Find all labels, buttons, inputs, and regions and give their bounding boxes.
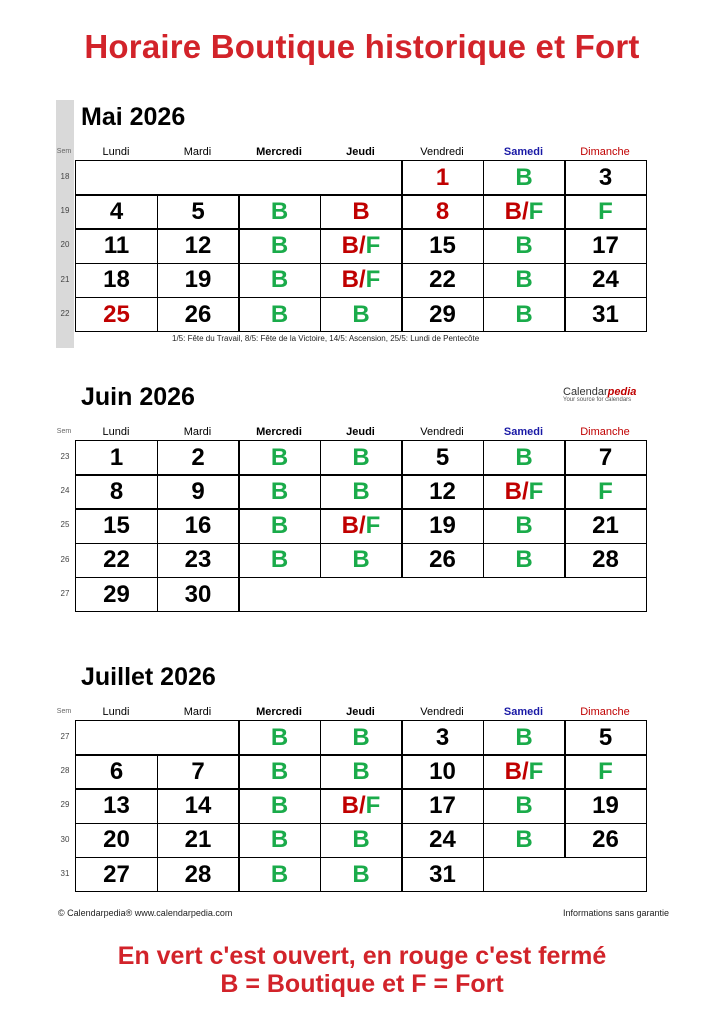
day-cell: 29	[75, 577, 158, 613]
weekday-mercredi: Mercredi	[256, 706, 302, 718]
day-cell: B	[483, 543, 566, 579]
weekday-dimanche: Dimanche	[580, 426, 630, 438]
day-cell: 3	[401, 720, 484, 756]
weekday-lundi: Lundi	[102, 146, 130, 158]
weekday-vendredi: Vendredi	[420, 426, 464, 438]
weekday-dimanche: Dimanche	[580, 706, 630, 718]
week-number: 19	[60, 206, 70, 216]
open-fort: F	[528, 758, 544, 786]
day-cell: 5	[401, 440, 484, 476]
day-cell: 2	[157, 440, 240, 476]
week-number: 23	[60, 452, 70, 461]
day-cell: F	[564, 754, 647, 790]
day-cell: 19	[401, 508, 484, 544]
footer-copyright: © Calendarpedia® www.calendarpedia.com	[58, 908, 233, 918]
calendarpedia-logo	[563, 386, 636, 403]
legend-line-1: En vert c'est ouvert, en rouge c'est fermé	[117, 942, 607, 970]
day-cell: 26	[564, 823, 647, 859]
day-cell: 7	[564, 440, 647, 476]
day-cell: B	[483, 297, 566, 333]
day-cell: 5	[564, 720, 647, 756]
weekday-vendredi: Vendredi	[420, 706, 464, 718]
weekday-samedi: Samedi	[503, 706, 544, 718]
empty-cell	[75, 720, 240, 756]
day-cell: B	[320, 823, 403, 859]
day-cell: 27	[75, 857, 158, 893]
week-number: 20	[60, 240, 70, 250]
week-number: 21	[60, 274, 70, 284]
day-cell: 17	[401, 788, 484, 824]
day-cell: 29	[401, 297, 484, 333]
weekday-samedi: Samedi	[503, 426, 544, 438]
holiday-note: 1/5: Fête du Travail, 8/5: Fête de la Victoire, 14/5: Ascension, 25/5: Lundi de Pentecôte	[172, 334, 480, 343]
weekday-mercredi: Mercredi	[256, 146, 302, 158]
closed-boutique: B/	[341, 266, 366, 294]
day-cell: B	[238, 440, 321, 476]
day-cell: 12	[401, 474, 484, 510]
weekday-lundi: Lundi	[102, 706, 130, 718]
day-cell: 14	[157, 788, 240, 824]
week-number: 27	[60, 732, 70, 741]
day-cell: 15	[75, 508, 158, 544]
month-title: Juillet 2026	[81, 663, 216, 691]
day-cell	[320, 788, 403, 824]
week-number: 24	[60, 486, 70, 496]
logo-tagline: Your source for calendars	[563, 397, 632, 403]
week-number: 26	[60, 554, 70, 564]
day-cell: B	[238, 508, 321, 544]
month-title: Juin 2026	[81, 383, 195, 411]
week-number: 27	[60, 588, 70, 598]
month-title: Mai 2026	[81, 103, 186, 131]
day-cell: 5	[157, 194, 240, 230]
day-cell: 26	[401, 543, 484, 579]
week-number: 30	[60, 834, 70, 844]
day-cell: 8	[75, 474, 158, 510]
closed-boutique: B/	[504, 198, 529, 226]
open-fort: F	[365, 232, 381, 260]
day-cell: B	[320, 857, 403, 893]
weekday-samedi: Samedi	[503, 146, 544, 158]
day-cell: 10	[401, 754, 484, 790]
weekday-lundi: Lundi	[102, 426, 130, 438]
day-cell: 31	[564, 297, 647, 333]
day-cell: 4	[75, 194, 158, 230]
weekday-dimanche: Dimanche	[580, 146, 630, 158]
day-cell: B	[483, 440, 566, 476]
empty-cell	[75, 160, 403, 196]
day-cell: 22	[401, 263, 484, 299]
day-cell: 3	[564, 160, 647, 196]
day-cell: B	[483, 508, 566, 544]
day-cell: B	[238, 228, 321, 264]
day-cell: B	[483, 263, 566, 299]
week-number: 18	[60, 172, 70, 181]
day-cell: B	[320, 754, 403, 790]
day-cell: F	[564, 194, 647, 230]
week-number: 29	[60, 800, 70, 810]
day-cell: 17	[564, 228, 647, 264]
day-cell: B	[238, 788, 321, 824]
day-cell: B	[238, 543, 321, 579]
day-cell: 12	[157, 228, 240, 264]
open-fort: F	[365, 792, 381, 820]
day-cell: F	[564, 474, 647, 510]
day-cell: 25	[75, 297, 158, 333]
day-cell: 19	[157, 263, 240, 299]
day-cell: 1	[401, 160, 484, 196]
day-cell: B	[483, 788, 566, 824]
week-number: 25	[60, 520, 70, 530]
day-cell: B	[320, 720, 403, 756]
day-cell	[483, 754, 566, 790]
day-cell: 23	[157, 543, 240, 579]
empty-cell	[483, 857, 648, 893]
day-cell: B	[238, 263, 321, 299]
footer-disclaimer: Informations sans garantie	[563, 908, 670, 918]
open-fort: F	[365, 512, 381, 540]
day-cell: 21	[157, 823, 240, 859]
day-cell: B	[320, 297, 403, 333]
day-cell: B	[320, 474, 403, 510]
week-label: Sem	[56, 708, 72, 715]
day-cell: 21	[564, 508, 647, 544]
day-cell: B	[483, 720, 566, 756]
weekday-header	[56, 424, 656, 440]
day-cell: B	[320, 194, 403, 230]
closed-boutique: B/	[504, 758, 529, 786]
day-cell: 6	[75, 754, 158, 790]
week-label: Sem	[56, 148, 72, 155]
day-cell: 11	[75, 228, 158, 264]
day-cell: 7	[157, 754, 240, 790]
day-cell: B	[320, 543, 403, 579]
day-cell: 19	[564, 788, 647, 824]
weekday-mardi: Mardi	[183, 146, 212, 158]
day-cell	[483, 194, 566, 230]
day-cell: B	[238, 194, 321, 230]
legend-line-2: B = Boutique et F = Fort	[220, 970, 504, 998]
day-cell: B	[483, 160, 566, 196]
day-cell: B	[238, 857, 321, 893]
day-cell: B	[483, 228, 566, 264]
weekday-jeudi: Jeudi	[346, 146, 375, 158]
day-cell: 16	[157, 508, 240, 544]
day-cell: 1	[75, 440, 158, 476]
logo-brand-a: Calendar	[563, 386, 608, 398]
weekday-mardi: Mardi	[183, 706, 212, 718]
week-number: 31	[60, 868, 70, 878]
day-cell: B	[238, 474, 321, 510]
closed-boutique: B/	[341, 512, 366, 540]
day-cell: 18	[75, 263, 158, 299]
day-cell: 15	[401, 228, 484, 264]
empty-cell	[238, 577, 647, 613]
day-cell: 24	[564, 263, 647, 299]
weekday-vendredi: Vendredi	[420, 146, 464, 158]
weekday-jeudi: Jeudi	[346, 706, 375, 718]
day-cell: 20	[75, 823, 158, 859]
day-cell: 24	[401, 823, 484, 859]
day-cell	[483, 474, 566, 510]
day-cell: 8	[401, 194, 484, 230]
week-label: Sem	[56, 428, 72, 435]
day-cell: 13	[75, 788, 158, 824]
day-cell: 30	[157, 577, 240, 613]
week-number: 22	[60, 308, 70, 318]
day-cell: 26	[157, 297, 240, 333]
day-cell: B	[238, 754, 321, 790]
day-cell: B	[483, 823, 566, 859]
day-cell: B	[238, 823, 321, 859]
closed-boutique: B/	[341, 232, 366, 260]
weekday-jeudi: Jeudi	[346, 426, 375, 438]
day-cell: 31	[401, 857, 484, 893]
closed-boutique: B/	[341, 792, 366, 820]
week-number: 28	[60, 766, 70, 776]
day-cell: B	[320, 440, 403, 476]
day-cell: B	[238, 297, 321, 333]
day-cell: B	[238, 720, 321, 756]
closed-boutique: B/	[504, 478, 529, 506]
weekday-mercredi: Mercredi	[256, 426, 302, 438]
weekday-header	[56, 704, 656, 720]
day-cell: 9	[157, 474, 240, 510]
day-cell	[320, 508, 403, 544]
open-fort: F	[528, 478, 544, 506]
page-title: Horaire Boutique historique et Fort	[84, 28, 640, 65]
day-cell	[320, 263, 403, 299]
weekday-header	[56, 144, 656, 160]
day-cell: 28	[157, 857, 240, 893]
day-cell: 22	[75, 543, 158, 579]
open-fort: F	[528, 198, 544, 226]
weekday-mardi: Mardi	[183, 426, 212, 438]
day-cell: 28	[564, 543, 647, 579]
logo-brand-b: pedia	[607, 386, 637, 398]
day-cell	[320, 228, 403, 264]
open-fort: F	[365, 266, 381, 294]
